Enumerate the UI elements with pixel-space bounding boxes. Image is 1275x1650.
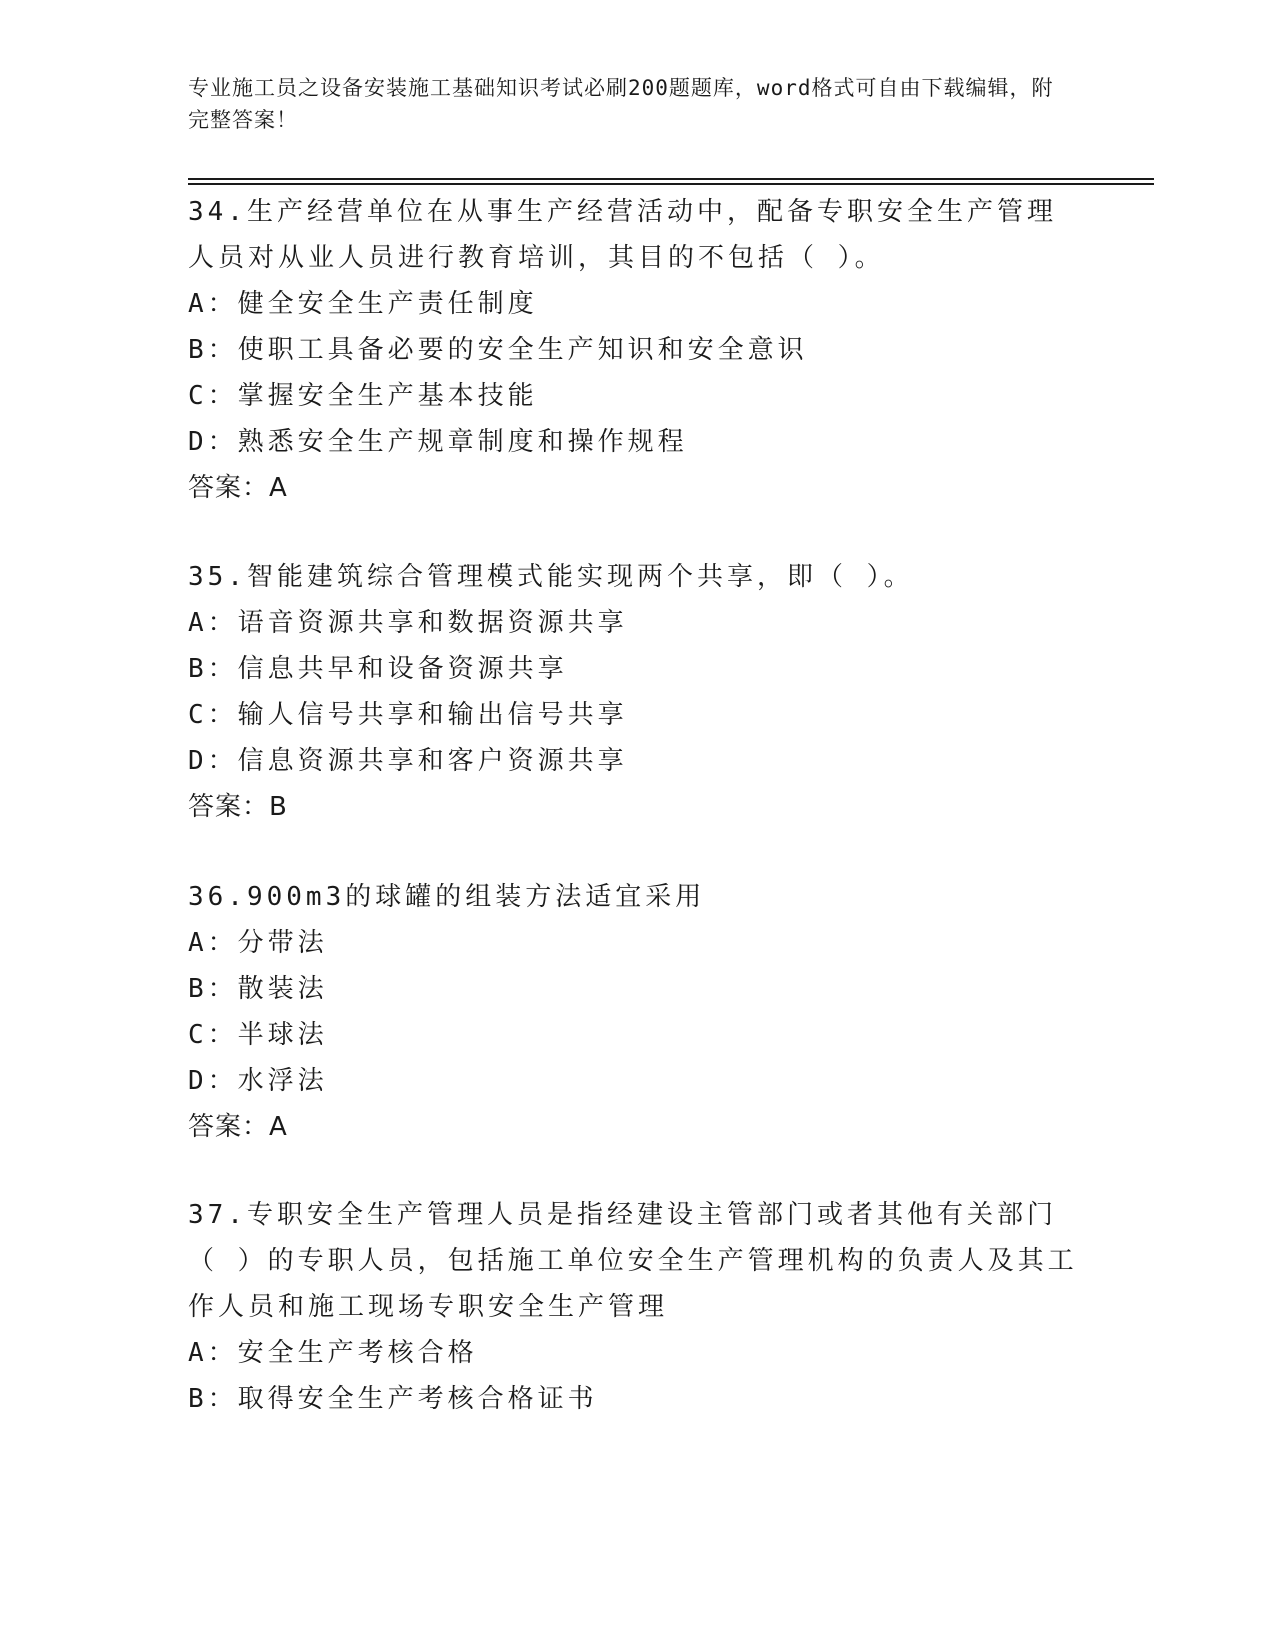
answer: 答案：A bbox=[188, 473, 288, 503]
question-stem: 34.生产经营单位在从事生产经营活动中，配备专职安全生产管理人员对从业人员进行教育培训，其目的不包括（ ）。 bbox=[188, 197, 1057, 273]
option-b: B：散装法 bbox=[188, 974, 328, 1004]
question-37 bbox=[188, 1192, 1078, 1422]
option-c: C：输人信号共享和输出信号共享 bbox=[188, 700, 628, 730]
option-a: A：分带法 bbox=[188, 928, 328, 958]
option-a: A：健全安全生产责任制度 bbox=[188, 289, 538, 319]
option-a: A：语音资源共享和数据资源共享 bbox=[188, 608, 628, 638]
question-stem: 37.专职安全生产管理人员是指经建设主管部门或者其他有关部门（ ）的专职人员，包括施工单位安全生产管理机构的负责人及其工作人员和施工现场专职安全生产管理 bbox=[188, 1200, 1078, 1322]
option-b: B：信息共早和设备资源共享 bbox=[188, 654, 568, 684]
question-36 bbox=[188, 874, 1078, 1150]
option-d: D：熟悉安全生产规章制度和操作规程 bbox=[188, 427, 688, 457]
question-stem: 36.900m3的球罐的组装方法适宜采用 bbox=[188, 882, 706, 912]
question-stem: 35.智能建筑综合管理模式能实现两个共享，即（ ）。 bbox=[188, 562, 914, 592]
option-d: D：信息资源共享和客户资源共享 bbox=[188, 746, 628, 776]
option-d: D：水浮法 bbox=[188, 1066, 328, 1096]
answer: 答案：A bbox=[188, 1112, 288, 1142]
option-c: C：半球法 bbox=[188, 1020, 328, 1050]
option-b: B：取得安全生产考核合格证书 bbox=[188, 1384, 598, 1414]
option-a: A：安全生产考核合格 bbox=[188, 1338, 478, 1368]
header-rule-top bbox=[188, 178, 1154, 180]
header-rule-bottom bbox=[188, 183, 1154, 185]
question-35 bbox=[188, 554, 1078, 830]
question-34 bbox=[188, 189, 1078, 511]
answer: 答案：B bbox=[188, 792, 288, 822]
option-c: C：掌握安全生产基本技能 bbox=[188, 381, 538, 411]
option-b: B：使职工具备必要的安全生产知识和安全意识 bbox=[188, 335, 808, 365]
document-header: 专业施工员之设备安装施工基础知识考试必刷200题题库，word格式可自由下载编辑，附完整答案！ bbox=[188, 76, 1054, 132]
